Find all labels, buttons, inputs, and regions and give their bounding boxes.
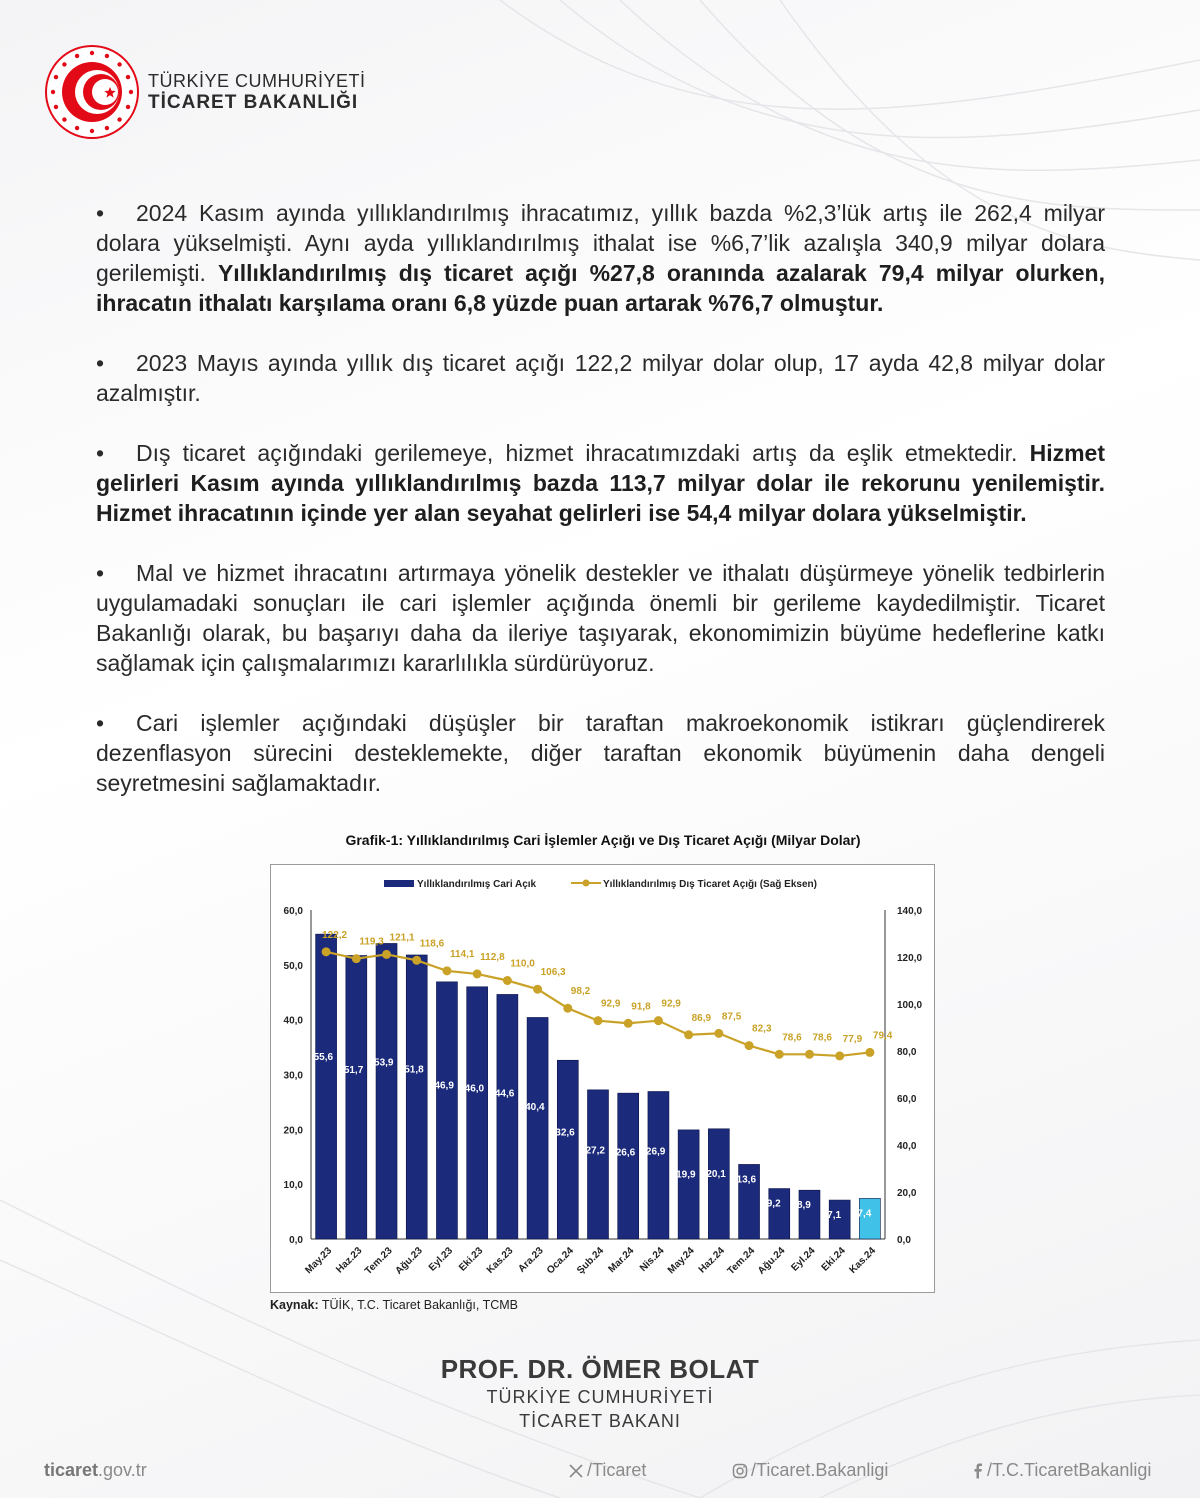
bar-value-label: 51,7	[343, 1064, 364, 1076]
bar-value-label: 27,2	[585, 1145, 605, 1157]
bar	[313, 934, 337, 1239]
line-value-label: 78,6	[812, 1032, 832, 1044]
line-point	[745, 1041, 754, 1050]
right-axis-tick-label: 0,0	[897, 1235, 911, 1246]
line-point	[684, 1030, 693, 1039]
bar	[527, 1017, 548, 1239]
website-link[interactable]	[44, 1460, 147, 1481]
bar-value-label: 53,9	[374, 1057, 394, 1069]
line-value-label: 118,6	[419, 938, 445, 950]
bar-value-label: 40,4	[525, 1102, 545, 1114]
legend-bar-swatch	[384, 880, 414, 887]
bar	[678, 1130, 699, 1239]
line-value-label: 92,9	[661, 998, 681, 1010]
line-point	[412, 956, 421, 965]
left-axis-tick-label: 30,0	[283, 1070, 303, 1082]
x-axis-tick-label: Mar.24	[606, 1245, 637, 1276]
line-point	[352, 954, 361, 963]
line-value-label: 106,3	[540, 967, 566, 979]
bar	[766, 1189, 790, 1239]
source-label: Kaynak:	[270, 1298, 319, 1312]
line-point	[533, 985, 542, 994]
legend-line-marker	[583, 880, 590, 887]
paragraph	[96, 708, 1105, 798]
line-value-label: 87,5	[721, 1011, 742, 1023]
bar-value-label: 46,0	[464, 1083, 485, 1095]
site-rest: .gov.tr	[98, 1460, 147, 1480]
line-value-label: 82,3	[752, 1023, 772, 1035]
line-value-label: 119,3	[359, 936, 384, 948]
bar	[615, 1093, 639, 1239]
bullet-marker: •	[96, 560, 105, 586]
x-axis-tick-label: May.23	[303, 1245, 335, 1277]
ministry-name	[148, 70, 366, 114]
x-axis-tick-label: Eki.24	[819, 1245, 848, 1274]
bar	[708, 1129, 729, 1239]
line-point	[563, 1004, 572, 1013]
x-axis-tick-label: Şub.24	[575, 1245, 607, 1277]
paragraph	[96, 348, 1105, 408]
bar	[376, 943, 397, 1239]
instagram-link[interactable]	[732, 1460, 888, 1481]
legend-line-label: Yıllıklandırılmış Dış Ticaret Açığı (Sağ Eksen)	[603, 879, 817, 890]
right-axis-tick-label: 120,0	[897, 953, 923, 964]
bar-value-label: 55,6	[313, 1052, 334, 1064]
line-point	[624, 1019, 633, 1028]
paragraph	[96, 198, 1105, 318]
facebook-link[interactable]	[972, 1460, 1151, 1481]
signatory-name: PROF. DR. ÖMER BOLAT	[440, 1354, 760, 1384]
legend-bar-label: Yıllıklandırılmış Cari Açık	[417, 879, 537, 890]
source-text: TÜİK, T.C. Ticaret Bakanlığı, TCMB	[318, 1298, 519, 1312]
x-handle: /Ticaret	[587, 1460, 647, 1480]
x-axis-tick-label: Ağu.23	[393, 1245, 425, 1277]
bar-value-label: 20,1	[706, 1168, 726, 1180]
chart-source	[270, 1298, 518, 1312]
x-axis-tick-label: Eyl.24	[789, 1245, 818, 1274]
left-axis-tick-label: 0,0	[289, 1235, 303, 1246]
line-point	[322, 947, 331, 956]
crescent-star-seal-icon	[44, 44, 140, 140]
paragraph-emphasis: Yıllıklandırılmış dış ticaret açığı %27,8 oranında azalarak 79,4 milyar olurken, ihracatın ithalatı karşılama oranı 6,8 yüzde puan artarak %76,7 olmuştur.	[96, 260, 1105, 316]
x-axis-tick-label: Tem.23	[363, 1245, 395, 1277]
bar-value-label: 32,6	[555, 1127, 575, 1139]
bullet-marker: •	[96, 200, 105, 226]
chart-svg	[271, 865, 936, 1294]
right-axis-tick-label: 100,0	[897, 1000, 923, 1011]
bar-value-label: 44,6	[494, 1088, 515, 1100]
x-axis-tick-label: Kas.24	[847, 1245, 879, 1276]
org-line-2: TİCARET BAKANLIĞI	[148, 92, 359, 113]
line-point	[805, 1050, 814, 1059]
bar	[436, 982, 457, 1239]
bar-value-label: 8,9	[796, 1200, 811, 1212]
line-point	[714, 1029, 723, 1038]
bar	[464, 987, 488, 1239]
org-line-1: TÜRKİYE CUMHURİYETİ	[148, 71, 366, 91]
press-text	[96, 198, 1105, 828]
line-point	[503, 976, 512, 985]
facebook-handle: /T.C.TicaretBakanligi	[987, 1460, 1152, 1480]
line-value-label: 121,1	[389, 932, 415, 944]
x-axis-tick-label: Kas.23	[484, 1245, 516, 1276]
line-point	[654, 1016, 663, 1025]
line-point	[835, 1051, 844, 1060]
line-value-label: 122,2	[322, 929, 348, 941]
x-axis-tick-label: Nis.24	[637, 1245, 667, 1274]
line-value-label: 77,9	[842, 1033, 863, 1045]
line-value-label: 78,6	[782, 1032, 802, 1044]
paragraph-text: 2024 Kasım ayında yıllıklandırılmış ihracatımız, yıllık bazda %2,3’lük artış ile 262,4 milyar dolara yükselmişti. Aynı ayda yıllıklandırılmış ithalat ise %6,7’lik azalışla 340,9 milyar dolara gerilemişti.	[96, 200, 1105, 286]
bar-value-label: 26,6	[615, 1147, 636, 1159]
line-point	[382, 950, 391, 959]
x-logo-icon	[568, 1463, 584, 1479]
left-axis-tick-label: 10,0	[283, 1180, 303, 1192]
paragraph	[96, 558, 1105, 678]
bar	[796, 1190, 820, 1239]
paragraph-text: Mal ve hizmet ihracatını artırmaya yönelik destekler ve ithalatı düşürmeye yönelik tedbirlerin uygulamadaki sonuçları ile cari işlemler açığında önemli bir gerileme kaydedilmiştir. Ticaret Bakanlığı olarak, bu başarıyı daha da ileriye taşıyarak, ekonomimizin büyüme hedeflerine katkı sağlamak için çalışmalarımızı kararlılıkla sürdürüyoruz.	[96, 560, 1105, 676]
instagram-icon	[732, 1463, 748, 1479]
line-value-label: 112,8	[480, 951, 505, 963]
signatory-title-2: TİCARET BAKANI	[519, 1411, 681, 1431]
chart-title: Grafik-1: Yıllıklandırılmış Cari İşlemler Açığı ve Dış Ticaret Açığı (Milyar Dolar)	[345, 832, 861, 848]
line-value-label: 91,8	[631, 1001, 651, 1013]
right-axis-tick-label: 80,0	[897, 1047, 917, 1058]
left-axis-tick-label: 50,0	[283, 960, 303, 972]
bar-value-label: 7,4	[857, 1208, 872, 1220]
bar	[645, 1091, 669, 1239]
bar-value-label: 13,6	[736, 1174, 757, 1186]
x-link[interactable]	[568, 1460, 646, 1481]
left-axis-tick-label: 20,0	[283, 1125, 303, 1137]
right-axis-tick-label: 40,0	[897, 1141, 917, 1152]
line-value-label: 92,9	[601, 998, 621, 1010]
line-value-label: 86,9	[691, 1012, 712, 1024]
x-axis-tick-label: Eyl.23	[426, 1245, 456, 1274]
facebook-icon	[972, 1463, 984, 1479]
signatory-title-1: TÜRKİYE CUMHURİYETİ	[486, 1387, 714, 1407]
x-axis-tick-label: Haz.24	[696, 1245, 727, 1276]
paragraph-text: Dış ticaret açığındaki gerilemeye, hizmet ihracatımızdaki artış da eşlik etmektedir.	[136, 440, 1030, 466]
left-axis-tick-label: 60,0	[283, 906, 303, 917]
bullet-marker: •	[96, 350, 105, 376]
paragraph-text: 2023 Mayıs ayında yıllık dış ticaret açığı 122,2 milyar dolar olup, 17 ayda 42,8 milyar dolar azalmıştır.	[96, 350, 1105, 406]
x-axis-tick-label: Oca.24	[544, 1245, 576, 1277]
paragraph-text: Cari işlemler açığındaki düşüşler bir taraftan makroekonomik istikrarı güçlendirerek dezenflasyon sürecini desteklemekte, diğer taraftan ekonomik büyümenin daha dengeli seyretmesini sağlamaktadır.	[96, 710, 1105, 796]
line-point	[594, 1016, 603, 1025]
bar	[585, 1090, 609, 1239]
site-bold: ticaret	[44, 1460, 99, 1480]
line-point	[865, 1048, 874, 1057]
line-point	[473, 969, 482, 978]
chart-container	[270, 864, 935, 1293]
line-point	[442, 966, 451, 975]
x-axis-tick-label: Eki.23	[457, 1245, 486, 1274]
line-value-label: 98,2	[570, 986, 591, 998]
right-axis-tick-label: 20,0	[897, 1188, 917, 1199]
bar	[494, 994, 518, 1239]
bar-value-label: 19,9	[676, 1169, 696, 1181]
bar	[557, 1060, 578, 1239]
paragraph	[96, 438, 1105, 528]
line-value-label: 79,4	[872, 1030, 893, 1042]
x-axis-tick-label: Tem.24	[725, 1245, 758, 1277]
x-axis-tick-label: Ağu.24	[756, 1245, 788, 1277]
bar	[343, 956, 367, 1239]
bullet-marker: •	[96, 710, 105, 736]
bar-value-label: 51,8	[404, 1064, 424, 1076]
bar	[406, 955, 427, 1239]
bullet-marker: •	[96, 440, 105, 466]
x-axis-tick-label: Haz.23	[334, 1245, 365, 1276]
x-axis-tick-label: Ara.23	[516, 1245, 546, 1275]
line-value-label: 114,1	[449, 948, 475, 960]
left-axis-tick-label: 40,0	[283, 1015, 303, 1027]
instagram-handle: /Ticaret.Bakanligi	[751, 1460, 889, 1480]
right-axis-tick-label: 140,0	[897, 906, 923, 917]
bar-value-label: 9,2	[766, 1198, 781, 1210]
line-value-label: 110,0	[510, 958, 535, 970]
line-point	[775, 1050, 784, 1059]
right-axis-tick-label: 60,0	[897, 1094, 917, 1105]
bar-value-label: 26,9	[645, 1146, 666, 1158]
paragraph-emphasis: Hizmet gelirleri Kasım ayında yıllıklandırılmış bazda 113,7 milyar dolar ile rekorunu yenilemiştir. Hizmet ihracatının içinde yer alan seyahat gelirleri ise 54,4 milyar dolara yükselmiştir.	[96, 440, 1105, 526]
bar-value-label: 7,1	[827, 1210, 842, 1222]
x-axis-tick-label: May.24	[665, 1245, 697, 1277]
bar-value-label: 46,9	[434, 1080, 454, 1092]
